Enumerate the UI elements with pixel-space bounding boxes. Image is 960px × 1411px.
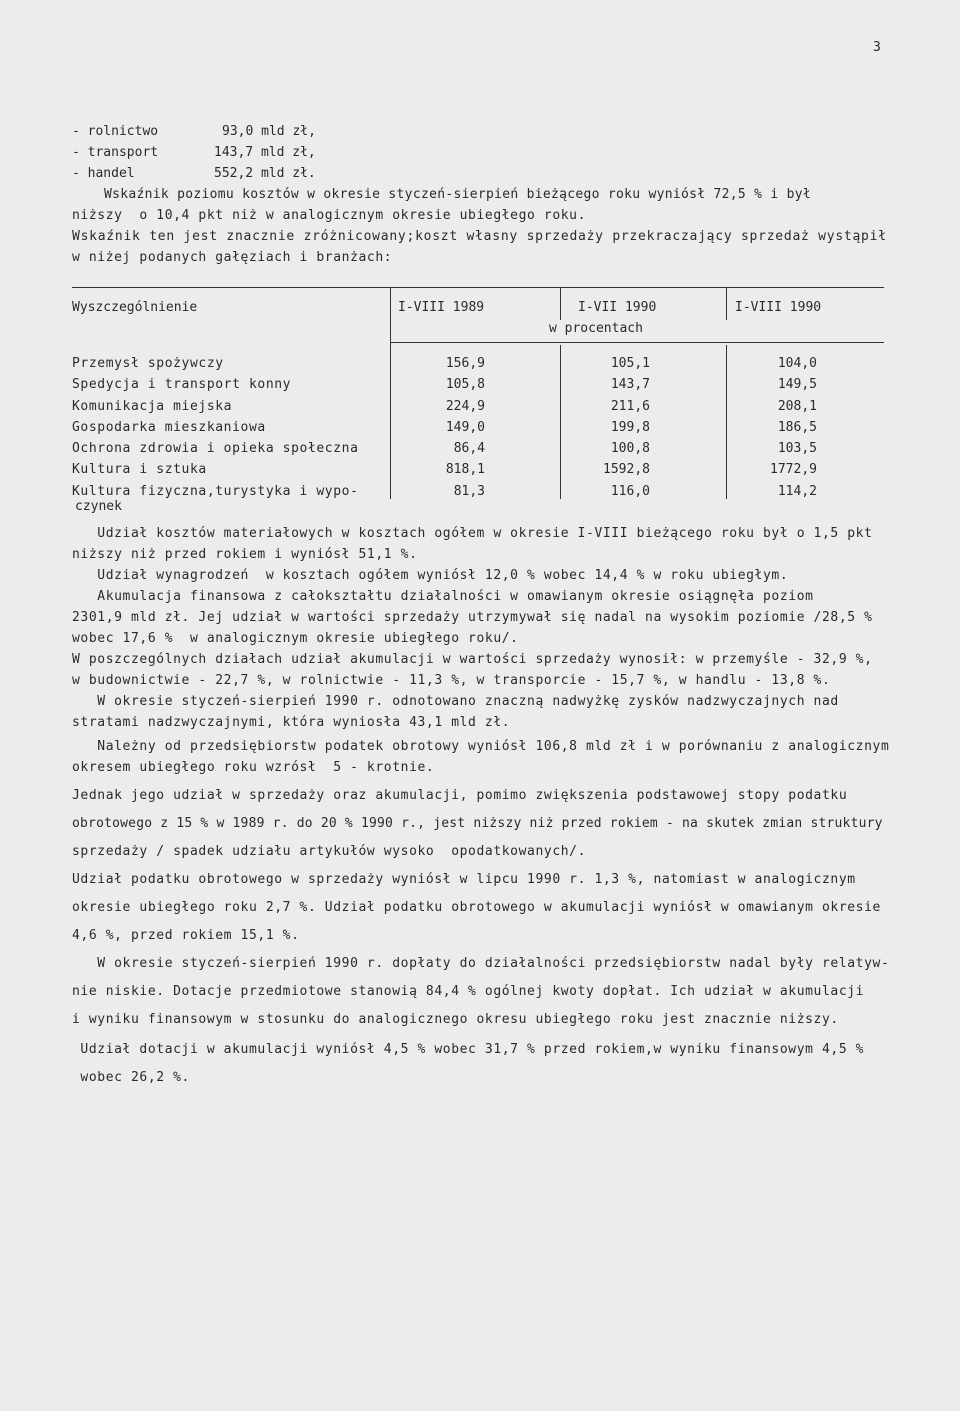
row-name: Kultura fizyczna,turystyka i wypo- [72, 484, 359, 499]
text-line: 4,6 %, przed rokiem 15,1 %. [72, 928, 300, 943]
text-line: w budownictwie - 22,7 %, w rolnictwie - 11,3 %, w transporcie - 15,7 %, w handlu - 13,8 %. [72, 673, 831, 688]
list-item-value: 552,2 mld zł. [214, 166, 316, 181]
row-name: Przemysł spożywczy [72, 356, 224, 371]
table-header-label: Wyszczególnienie [72, 300, 198, 315]
row-name: Gospodarka mieszkaniowa [72, 420, 266, 435]
table-header-col1: I-VIII 1989 [398, 300, 485, 315]
row-name-continued: czynek [75, 499, 122, 514]
cell: 1592,8 [603, 462, 650, 477]
text-line: W okresie styczeń-sierpień 1990 r. odnotowano znaczną nadwyżkę zysków nadzwyczajnych nad [72, 694, 839, 709]
cell: 81,3 [453, 484, 485, 499]
cell: 143,7 [610, 377, 650, 392]
table-unit-label: w procentach [549, 321, 643, 336]
row-name: Spedycja i transport konny [72, 377, 292, 392]
cell: 186,5 [777, 420, 817, 435]
list-item-label: - rolnictwo [72, 124, 159, 139]
cell: 1772,9 [770, 462, 817, 477]
cell: 818,1 [445, 462, 485, 477]
cell: 100,8 [610, 441, 650, 456]
table-rule-top [72, 287, 884, 288]
cell: 86,4 [453, 441, 485, 456]
table-header-col3: I-VIII 1990 [735, 300, 822, 315]
table-rule-head [390, 342, 884, 343]
text-line: Udział podatku obrotowego w sprzedaży wyniósł w lipcu 1990 r. 1,3 %, natomiast w analogicznym [72, 872, 856, 887]
text-line: sprzedaży / spadek udziału artykułów wysoko opodatkowanych/. [72, 844, 587, 859]
table-header-col2: I-VII 1990 [578, 300, 657, 315]
text-line: Należny od przedsiębiorstw podatek obrotowy wyniósł 106,8 mld zł i w porównaniu z analogicznym [72, 739, 890, 754]
cell: 149,5 [777, 377, 817, 392]
text-line: wobec 17,6 % w analogicznym okresie ubiegłego roku/. [72, 631, 519, 646]
text-line: Jednak jego udział w sprzedaży oraz akumulacji, pomimo zwiększenia podstawowej stopy podatku [72, 788, 848, 803]
text-line: Akumulacja finansowa z całokształtu działalności w omawianym okresie osiągnęła poziom [72, 589, 814, 604]
list-item-value: 143,7 mld zł, [214, 145, 316, 160]
text-line: Wskaźnik ten jest znacznie zróżnicowany;koszt własny sprzedaży przekraczający sprzedaż wystąpił [72, 229, 887, 244]
cell: 116,0 [610, 484, 650, 499]
cell: 199,8 [610, 420, 650, 435]
cell: 105,1 [610, 356, 650, 371]
cell: 224,9 [445, 399, 485, 414]
text-line: okresem ubiegłego roku wzrósł 5 - krotnie. [72, 760, 435, 775]
text-line: W poszczególnych działach udział akumulacji w wartości sprzedaży wynosił: w przemyśle - 32,9 %, [72, 652, 873, 667]
list-item-label: - transport [72, 145, 159, 160]
text-line: Wskaźnik poziomu kosztów w okresie styczeń-sierpień bieżącego roku wyniósł 72,5 % i był [104, 187, 812, 202]
text-line: Udział dotacji w akumulacji wyniósł 4,5 % wobec 31,7 % przed rokiem,w wyniku finansowym 4,5 % [72, 1042, 865, 1057]
cell: 208,1 [777, 399, 817, 414]
text-line: okresie ubiegłego roku 2,7 %. Udział podatku obrotowego w akumulacji wyniósł w omawianym okresie [72, 900, 881, 915]
text-line: niższy niż przed rokiem i wyniósł 51,1 %. [72, 547, 418, 562]
text-line: 2301,9 mld zł. Jej udział w wartości sprzedaży utrzymywał się nadal na wysokim poziomie /28,5 % [72, 610, 873, 625]
text-line: i wyniku finansowym w stosunku do analogicznego okresu ubiegłego roku jest znacznie niższy. [72, 1012, 839, 1027]
text-line: niższy o 10,4 pkt niż w analogicznym okresie ubiegłego roku. [72, 208, 587, 223]
cell: 103,5 [777, 441, 817, 456]
list-item-label: - handel [72, 166, 135, 181]
text-line: Udział kosztów materiałowych w kosztach ogółem w okresie I-VIII bieżącego roku był o 1,5 pkt [72, 526, 873, 541]
text-line: obrotowego z 15 % w 1989 r. do 20 % 1990 r., jest niższy niż przed rokiem - na skutek zmian struktury [72, 816, 883, 831]
cell: 211,6 [610, 399, 650, 414]
text-line: stratami nadzwyczajnymi, która wyniosła 43,1 mld zł. [72, 715, 511, 730]
column-divider [560, 287, 561, 320]
cell: 104,0 [777, 356, 817, 371]
text-line: wobec 26,2 %. [72, 1070, 190, 1085]
text-line: Udział wynagrodzeń w kosztach ogółem wyniósł 12,0 % wobec 14,4 % w roku ubiegłym. [72, 568, 789, 583]
cell: 105,8 [445, 377, 485, 392]
row-name: Kultura i sztuka [72, 462, 207, 477]
text-line: nie niskie. Dotacje przedmiotowe stanowią 84,4 % ogólnej kwoty dopłat. Ich udział w akumulacji [72, 984, 865, 999]
row-name: Ochrona zdrowia i opieka społeczna [72, 441, 359, 456]
cell: 149,0 [445, 420, 485, 435]
text-line: w niżej podanych gałęziach i branżach: [72, 250, 393, 265]
text-line: W okresie styczeń-sierpień 1990 r. dopłaty do działalności przedsiębiorstw nadal były relatyw- [72, 956, 890, 971]
page-number: 3 [873, 40, 881, 55]
cell: 156,9 [445, 356, 485, 371]
row-name: Komunikacja miejska [72, 399, 233, 414]
column-divider [726, 287, 727, 320]
cell: 114,2 [777, 484, 817, 499]
list-item-value: 93,0 mld zł, [222, 124, 316, 139]
